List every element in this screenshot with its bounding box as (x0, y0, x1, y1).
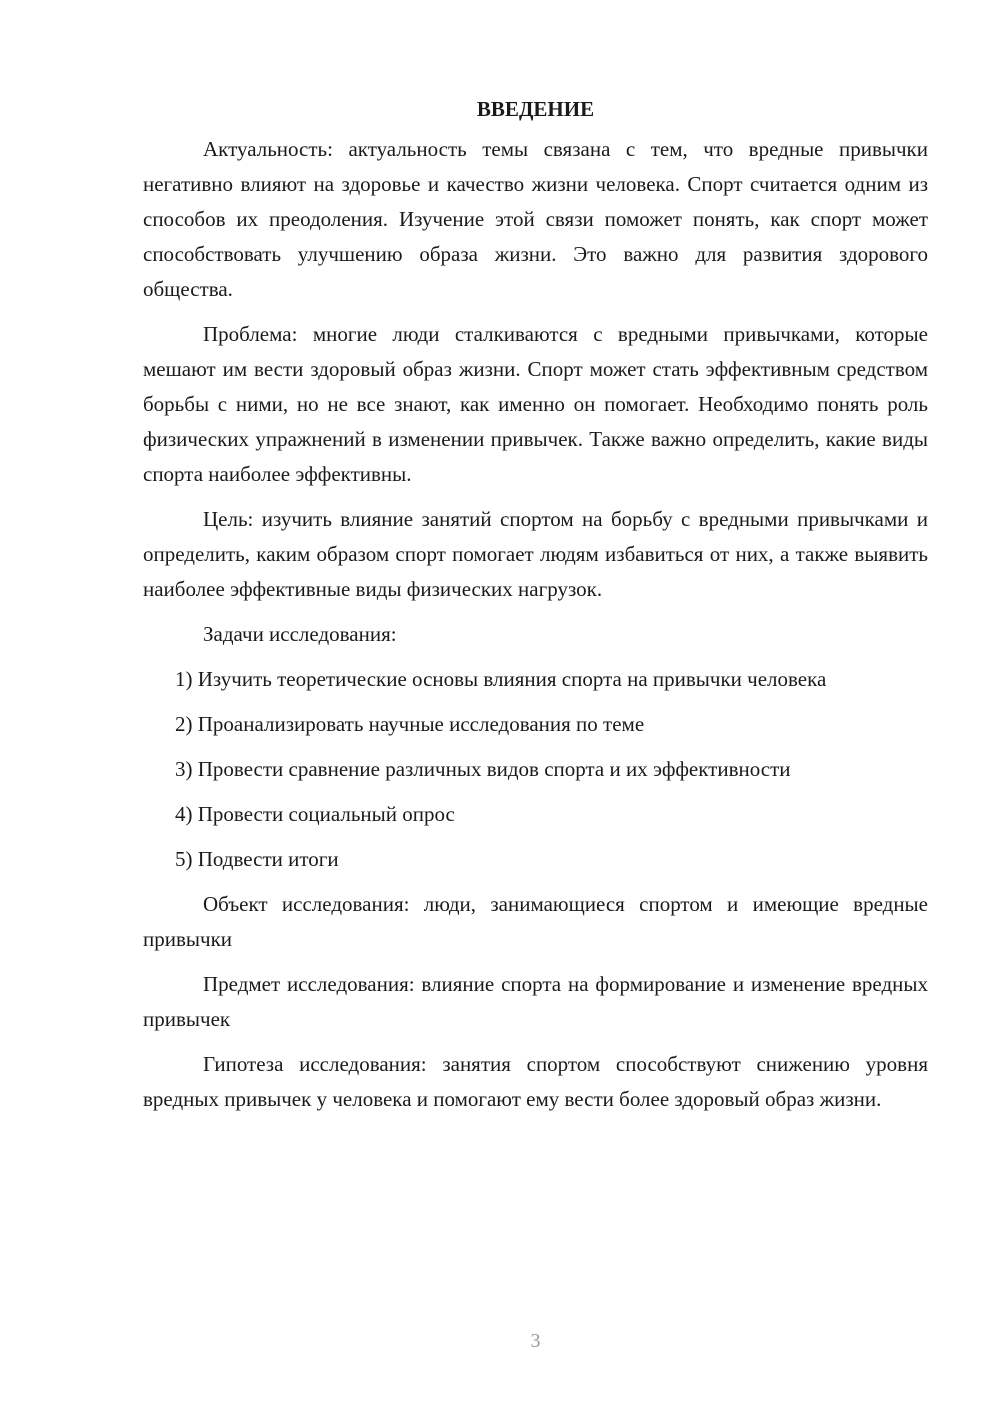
tasks-list (143, 662, 928, 877)
list-item: 4) Провести социальный опрос (175, 802, 455, 826)
page-content (143, 92, 928, 1127)
paragraph-hypothesis: Гипотеза исследования: занятия спортом способствуют снижению уровня вредных привычек у человека и помогают ему вести более здоровый образ жизни. (143, 1052, 928, 1111)
paragraph-relevance: Актуальность: актуальность темы связана с тем, что вредные привычки негативно влияют на здоровье и качество жизни человека. Спорт считается одним из способов их преодоления. Изучение этой связи поможет понять, как спорт может способствовать улучшению образа жизни. Это важно для развития здорового общества. (143, 137, 928, 301)
paragraph-goal: Цель: изучить влияние занятий спортом на борьбу с вредными привычками и определить, каким образом спорт помогает людям избавиться от них, а также выявить наиболее эффективные виды физических нагрузок. (143, 507, 928, 601)
paragraph-object: Объект исследования: люди, занимающиеся спортом и имеющие вредные привычки (143, 892, 928, 951)
list-item: 2) Проанализировать научные исследования по теме (175, 712, 645, 736)
paragraph-problem: Проблема: многие люди сталкиваются с вредными привычками, которые мешают им вести здоровый образ жизни. Спорт может стать эффективным средством борьбы с ними, но не все знают, как именно он помогает. Необходимо понять роль физических упражнений в изменении привычек. Также важно определить, какие виды спорта наиболее эффективны. (143, 322, 928, 486)
list-item: 1) Изучить теоретические основы влияния спорта на привычки человека (175, 667, 827, 691)
tasks-heading: Задачи исследования: (203, 622, 397, 646)
page-number: 3 (530, 1330, 541, 1352)
list-item: 3) Провести сравнение различных видов спорта и их эффективности (175, 757, 791, 781)
paragraph-subject: Предмет исследования: влияние спорта на формирование и изменение вредных привычек (143, 972, 928, 1031)
list-item: 5) Подвести итоги (175, 847, 339, 871)
page-title: ВВЕДЕНИЕ (476, 97, 595, 121)
